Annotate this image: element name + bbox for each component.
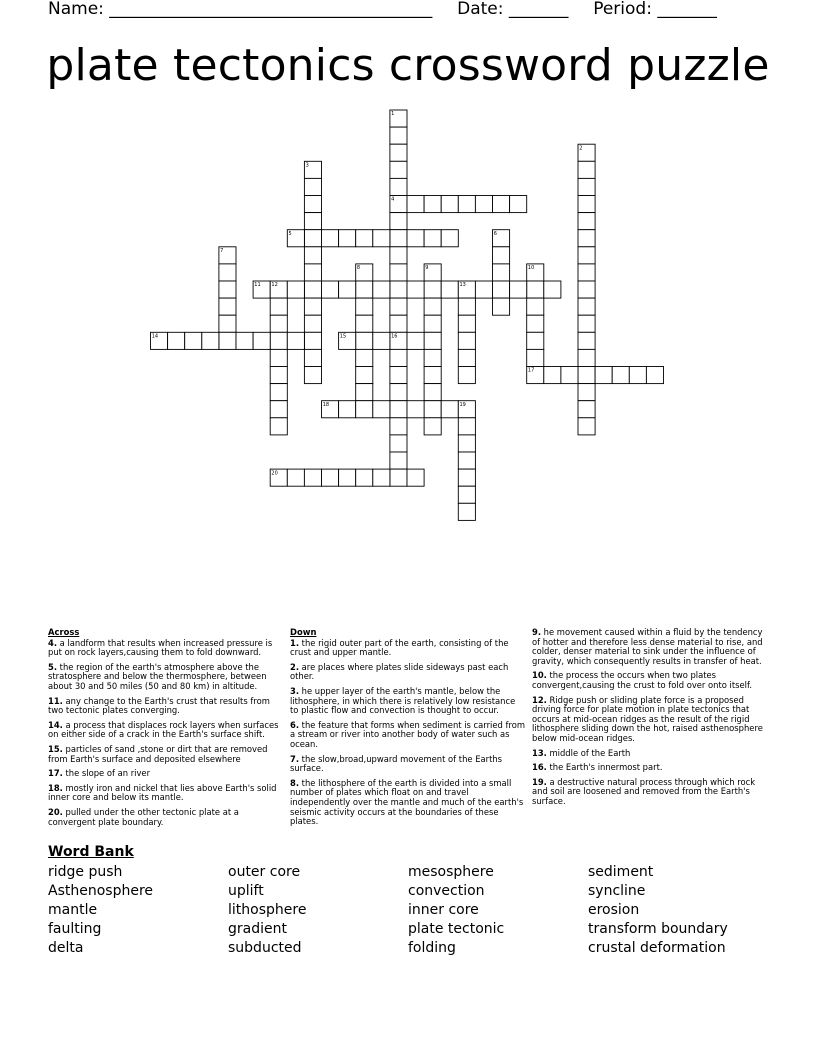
word-bank-item: inner core [408, 902, 479, 918]
clue-text: pulled under the other tectonic plate at a convergent plate boundary. [48, 806, 239, 827]
grid-cell[interactable] [424, 401, 441, 418]
word-bank-item: syncline [588, 883, 646, 899]
word-bank-item: convection [408, 883, 485, 899]
grid-cell[interactable] [578, 384, 595, 401]
grid-cell[interactable] [527, 298, 544, 315]
clue-number: 14. [48, 719, 63, 730]
grid-clue-number: 11 [254, 282, 261, 289]
grid-cell[interactable] [578, 264, 595, 281]
grid-cell[interactable] [527, 332, 544, 349]
grid-cell[interactable] [407, 281, 424, 298]
grid-clue-number: 5 [288, 230, 292, 237]
grid-cell[interactable] [287, 332, 304, 349]
grid-cell[interactable] [356, 315, 373, 332]
grid-clue-number: 2 [579, 145, 583, 152]
grid-cell[interactable] [458, 367, 475, 384]
grid-cell[interactable] [270, 332, 287, 349]
grid-cell[interactable] [219, 315, 236, 332]
grid-cell[interactable] [322, 469, 339, 486]
grid-cell[interactable] [424, 384, 441, 401]
grid-cell[interactable] [458, 315, 475, 332]
clue-text: the slow,broad,upward movement of the Earths surface. [290, 753, 503, 774]
grid-cell[interactable] [287, 281, 304, 298]
grid-cell[interactable] [493, 298, 510, 315]
word-bank-item: erosion [588, 902, 640, 918]
grid-cell[interactable] [390, 298, 407, 315]
grid-cell[interactable] [253, 332, 270, 349]
grid-cell[interactable] [441, 401, 458, 418]
grid-cell[interactable] [390, 452, 407, 469]
grid-cell[interactable] [304, 469, 321, 486]
clue-number: 2. [290, 661, 300, 672]
grid-cell[interactable] [578, 247, 595, 264]
grid-cell[interactable] [407, 401, 424, 418]
clue-text: a landform that results when increased pressure is put on rock layers,causing them to fold downward. [48, 637, 273, 658]
grid-clue-number: 15 [339, 333, 347, 340]
grid-cell[interactable] [339, 469, 356, 486]
grid-cell[interactable] [219, 281, 236, 298]
grid-cell[interactable] [202, 332, 219, 349]
grid-cell[interactable] [219, 298, 236, 315]
grid-cell[interactable] [458, 469, 475, 486]
grid-cell[interactable] [373, 401, 390, 418]
down-clues [290, 628, 526, 832]
clue-text: Ridge push or sliding plate force is a proposed driving force for plate motion in plate tectonics that occurs at mid-ocean ridges as the result of the rigid lithosphere sliding down the hot, raised asthenosphere below mid-ocean ridges. [532, 694, 763, 743]
grid-clue-number: 19 [459, 401, 466, 408]
word-bank-item: crustal deformation [588, 940, 726, 956]
name-label[interactable]: Name: ______________________________________ [48, 0, 433, 19]
word-bank-item: lithosphere [228, 902, 307, 918]
grid-cell[interactable] [544, 281, 561, 298]
clue-item [290, 779, 526, 827]
grid-cell[interactable] [390, 367, 407, 384]
grid-cell[interactable] [373, 469, 390, 486]
clue-text: he movement caused within a fluid by the tendency of hotter and therefore less dense material to rise, and colder, denser material to sink under the influence of gravity, which consequently results in transfer of heat. [532, 627, 763, 666]
word-bank-item: folding [408, 940, 456, 956]
grid-cell[interactable] [458, 196, 475, 213]
clue-text: the Earth's innermost part. [546, 762, 663, 773]
grid-cell[interactable] [304, 213, 321, 230]
date-label[interactable]: Date: _______ [457, 0, 569, 19]
grid-cell[interactable] [390, 178, 407, 195]
grid-cell[interactable] [356, 384, 373, 401]
clue-number: 9. [532, 627, 542, 637]
grid-clue-number: 13 [459, 282, 466, 289]
period-label[interactable]: Period: _______ [593, 0, 717, 19]
grid-cell[interactable] [304, 315, 321, 332]
grid-cell[interactable] [390, 230, 407, 247]
clue-text: he upper layer of the earth's mantle, below the lithosphere, in which there is relatively low resistance to plastic flow and convection is thought to occur. [290, 685, 516, 716]
grid-cell[interactable] [304, 332, 321, 349]
grid-clue-number: 6 [493, 230, 497, 237]
clue-text: any change to the Earth's crust that results from two tectonic plates converging. [48, 695, 270, 716]
clue-text: a destructive natural process through which rock and soil are loosened and removed from the Earth's surface. [532, 776, 756, 806]
grid-clue-number: 7 [220, 248, 224, 254]
grid-clue-number: 12 [271, 282, 278, 289]
clue-number: 8. [290, 777, 300, 788]
grid-cell[interactable] [424, 230, 441, 247]
grid-cell[interactable] [390, 469, 407, 486]
grid-clue-number: 3 [305, 162, 309, 169]
grid-clue-number: 17 [527, 367, 535, 374]
grid-cell[interactable] [287, 469, 304, 486]
clue-item [532, 763, 768, 773]
clue-item [532, 749, 768, 759]
clue-number: 3. [290, 685, 300, 696]
grid-cell[interactable] [578, 281, 595, 298]
grid-cell[interactable] [493, 281, 510, 298]
grid-cell[interactable] [373, 332, 390, 349]
clue-item [48, 745, 284, 764]
clue-number: 17. [48, 768, 63, 779]
grid-cell[interactable] [339, 401, 356, 418]
clue-number: 20. [48, 806, 63, 817]
clue-number: 13. [532, 747, 547, 758]
grid-cell[interactable] [304, 178, 321, 195]
clue-item [532, 671, 768, 690]
clue-text: a process that displaces rock layers when surfaces on either side of a crack in the Earth's surface shift. [48, 719, 279, 740]
word-bank-heading: Word Bank [48, 844, 134, 860]
grid-cell[interactable] [356, 349, 373, 366]
grid-cell[interactable] [390, 264, 407, 281]
grid-cell[interactable] [458, 452, 475, 469]
clue-item [290, 687, 526, 716]
grid-cell[interactable] [458, 298, 475, 315]
grid-cell[interactable] [510, 196, 527, 213]
clue-item [48, 808, 284, 827]
clue-number: 19. [532, 776, 547, 787]
grid-cell[interactable] [458, 486, 475, 503]
grid-cell[interactable] [527, 315, 544, 332]
grid-cell[interactable] [304, 247, 321, 264]
grid-clue-number: 14 [151, 333, 159, 340]
page-title: plate tectonics crossword puzzle [46, 40, 770, 91]
grid-cell[interactable] [407, 332, 424, 349]
grid-cell[interactable] [493, 247, 510, 264]
word-bank-item: uplift [228, 883, 264, 899]
grid-cell[interactable] [578, 315, 595, 332]
clue-text: the process the occurs when two plates convergent,causing the crust to fold over onto itself. [532, 670, 752, 690]
grid-cell[interactable] [270, 349, 287, 366]
clue-item [48, 769, 284, 779]
clue-number: 5. [48, 661, 58, 672]
grid-cell[interactable] [356, 401, 373, 418]
grid-clue-number: 16 [391, 333, 398, 340]
grid-cell[interactable] [322, 281, 339, 298]
grid-cell[interactable] [441, 230, 458, 247]
across-heading: Across [48, 627, 80, 637]
grid-cell[interactable] [544, 367, 561, 384]
grid-cell[interactable] [270, 384, 287, 401]
clue-item [290, 663, 526, 682]
clue-text: the slope of an river [62, 768, 151, 779]
clue-item [48, 639, 284, 658]
grid-cell[interactable] [356, 469, 373, 486]
grid-cell[interactable] [270, 418, 287, 435]
grid-cell[interactable] [646, 367, 663, 384]
grid-cell[interactable] [407, 196, 424, 213]
grid-cell[interactable] [390, 281, 407, 298]
grid-cell[interactable] [356, 332, 373, 349]
down-heading: Down [290, 627, 317, 637]
grid-cell[interactable] [527, 349, 544, 366]
clue-item [290, 721, 526, 750]
grid-cell[interactable] [578, 230, 595, 247]
grid-cell[interactable] [390, 161, 407, 178]
grid-cell[interactable] [390, 127, 407, 144]
grid-cell[interactable] [407, 230, 424, 247]
clue-number: 11. [48, 695, 63, 706]
grid-cell[interactable] [304, 349, 321, 366]
word-bank-item: Asthenosphere [48, 883, 154, 899]
grid-clue-number: 20 [271, 470, 278, 477]
grid-cell[interactable] [578, 332, 595, 349]
clue-item [48, 721, 284, 740]
word-bank-item: delta [48, 940, 84, 956]
grid-cell[interactable] [373, 230, 390, 247]
grid-cell[interactable] [270, 315, 287, 332]
grid-cell[interactable] [390, 315, 407, 332]
grid-cell[interactable] [270, 367, 287, 384]
grid-cell[interactable] [219, 264, 236, 281]
grid-cell[interactable] [322, 230, 339, 247]
grid-cell[interactable] [458, 418, 475, 435]
grid-cell[interactable] [441, 281, 458, 298]
clue-item [532, 696, 768, 744]
word-bank-item: faulting [48, 921, 102, 937]
grid-cell[interactable] [458, 435, 475, 452]
clue-number: 6. [290, 719, 300, 730]
grid-cell[interactable] [424, 196, 441, 213]
grid-cell[interactable] [236, 332, 253, 349]
grid-cell[interactable] [578, 178, 595, 195]
grid-cell[interactable] [185, 332, 202, 349]
grid-cell[interactable] [304, 196, 321, 213]
grid-cell[interactable] [578, 196, 595, 213]
grid-cell[interactable] [458, 349, 475, 366]
clue-text: are places where plates slide sideways past each other. [290, 661, 509, 682]
clue-text: the lithosphere of the earth is divided into a small number of plates which float on and travel independently over the mantle and much of the earth's seismic activity occurs at the boundaries of these plates. [290, 777, 524, 827]
word-bank-item: sediment [588, 864, 654, 880]
clue-item [532, 778, 768, 807]
grid-cell[interactable] [390, 384, 407, 401]
grid-cell[interactable] [458, 503, 475, 520]
grid-cell[interactable] [578, 401, 595, 418]
grid-cell[interactable] [629, 367, 646, 384]
grid-cell[interactable] [390, 401, 407, 418]
grid-cell[interactable] [475, 196, 492, 213]
grid-cell[interactable] [168, 332, 185, 349]
grid-clue-number: 10 [527, 265, 535, 272]
clue-number: 10. [532, 670, 547, 681]
clue-number: 18. [48, 782, 63, 793]
grid-cell[interactable] [527, 281, 544, 298]
clue-number: 1. [290, 637, 300, 648]
word-bank-item: mesosphere [408, 864, 494, 880]
grid-cell[interactable] [390, 435, 407, 452]
grid-cell[interactable] [270, 401, 287, 418]
grid-cell[interactable] [390, 144, 407, 161]
clue-item [48, 697, 284, 716]
clue-number: 15. [48, 743, 63, 754]
word-bank-item: gradient [228, 921, 287, 937]
grid-clue-number: 8 [356, 265, 361, 272]
word-bank-item: mantle [48, 902, 98, 918]
grid-cell[interactable] [595, 367, 612, 384]
grid-cell[interactable] [373, 281, 390, 298]
grid-cell[interactable] [339, 281, 356, 298]
grid-cell[interactable] [219, 332, 236, 349]
grid-cell[interactable] [578, 161, 595, 178]
grid-cell[interactable] [441, 196, 458, 213]
clue-item [532, 628, 768, 666]
grid-cell[interactable] [304, 264, 321, 281]
grid-cell[interactable] [339, 230, 356, 247]
grid-cell[interactable] [561, 367, 578, 384]
grid-clue-number: 9 [425, 265, 429, 272]
word-bank-item: plate tectonic [408, 921, 505, 937]
across-clues [48, 628, 284, 832]
clue-text: middle of the Earth [546, 747, 631, 758]
grid-cell[interactable] [356, 367, 373, 384]
grid-cell[interactable] [270, 298, 287, 315]
clue-number: 16. [532, 762, 547, 773]
grid-cell[interactable] [407, 469, 424, 486]
grid-clue-number: 18 [322, 401, 330, 408]
grid-cell[interactable] [424, 418, 441, 435]
grid-cell[interactable] [424, 367, 441, 384]
grid-cell[interactable] [578, 418, 595, 435]
clue-item [290, 639, 526, 658]
grid-cell[interactable] [578, 213, 595, 230]
clue-item [48, 784, 284, 803]
clue-item [290, 755, 526, 774]
grid-cell[interactable] [356, 281, 373, 298]
grid-cell[interactable] [493, 196, 510, 213]
clue-number: 12. [532, 694, 547, 705]
grid-cell[interactable] [493, 264, 510, 281]
grid-cell[interactable] [390, 213, 407, 230]
grid-cell[interactable] [390, 247, 407, 264]
grid-cell[interactable] [458, 332, 475, 349]
grid-cell[interactable] [304, 298, 321, 315]
grid-cell[interactable] [390, 349, 407, 366]
grid-cell[interactable] [475, 281, 492, 298]
clue-number: 7. [290, 753, 300, 764]
grid-cell[interactable] [424, 332, 441, 349]
grid-cell[interactable] [424, 298, 441, 315]
word-bank-item: subducted [228, 940, 302, 956]
clue-text: the rigid outer part of the earth, consisting of the crust and upper mantle. [290, 637, 509, 658]
down-clues-continued [532, 628, 768, 812]
word-bank-item: transform boundary [588, 921, 728, 937]
grid-cell[interactable] [356, 230, 373, 247]
grid-cell[interactable] [390, 418, 407, 435]
clue-text: the feature that forms when sediment is carried from a stream or river into another body of water such as ocean. [290, 719, 525, 749]
grid-cell[interactable] [612, 367, 629, 384]
grid-cell[interactable] [424, 315, 441, 332]
grid-cell[interactable] [578, 367, 595, 384]
grid-clue-number: 1 [391, 111, 395, 118]
grid-cell[interactable] [424, 349, 441, 366]
grid-cell[interactable] [578, 349, 595, 366]
grid-cell[interactable] [510, 281, 527, 298]
clue-number: 4. [48, 637, 58, 648]
word-bank-item: outer core [228, 864, 301, 880]
clue-text: mostly iron and nickel that lies above Earth's solid inner core and below its mantle. [48, 782, 277, 803]
grid-cell[interactable] [304, 281, 321, 298]
clue-text: particles of sand ,stone or dirt that are removed from Earth's surface and deposited elsewhere [48, 743, 268, 764]
clue-item [48, 663, 284, 692]
word-bank-item: ridge push [48, 864, 123, 880]
clue-text: the region of the earth's atmosphere above the stratosphere and below the thermosphere, between about 30 and 50 miles (50 and 80 km) in altitude. [48, 661, 267, 691]
grid-clue-number: 4 [391, 196, 395, 203]
grid-cell[interactable] [304, 367, 321, 384]
grid-cell[interactable] [356, 298, 373, 315]
grid-cell[interactable] [578, 298, 595, 315]
grid-cell[interactable] [424, 281, 441, 298]
grid-cell[interactable] [304, 230, 321, 247]
